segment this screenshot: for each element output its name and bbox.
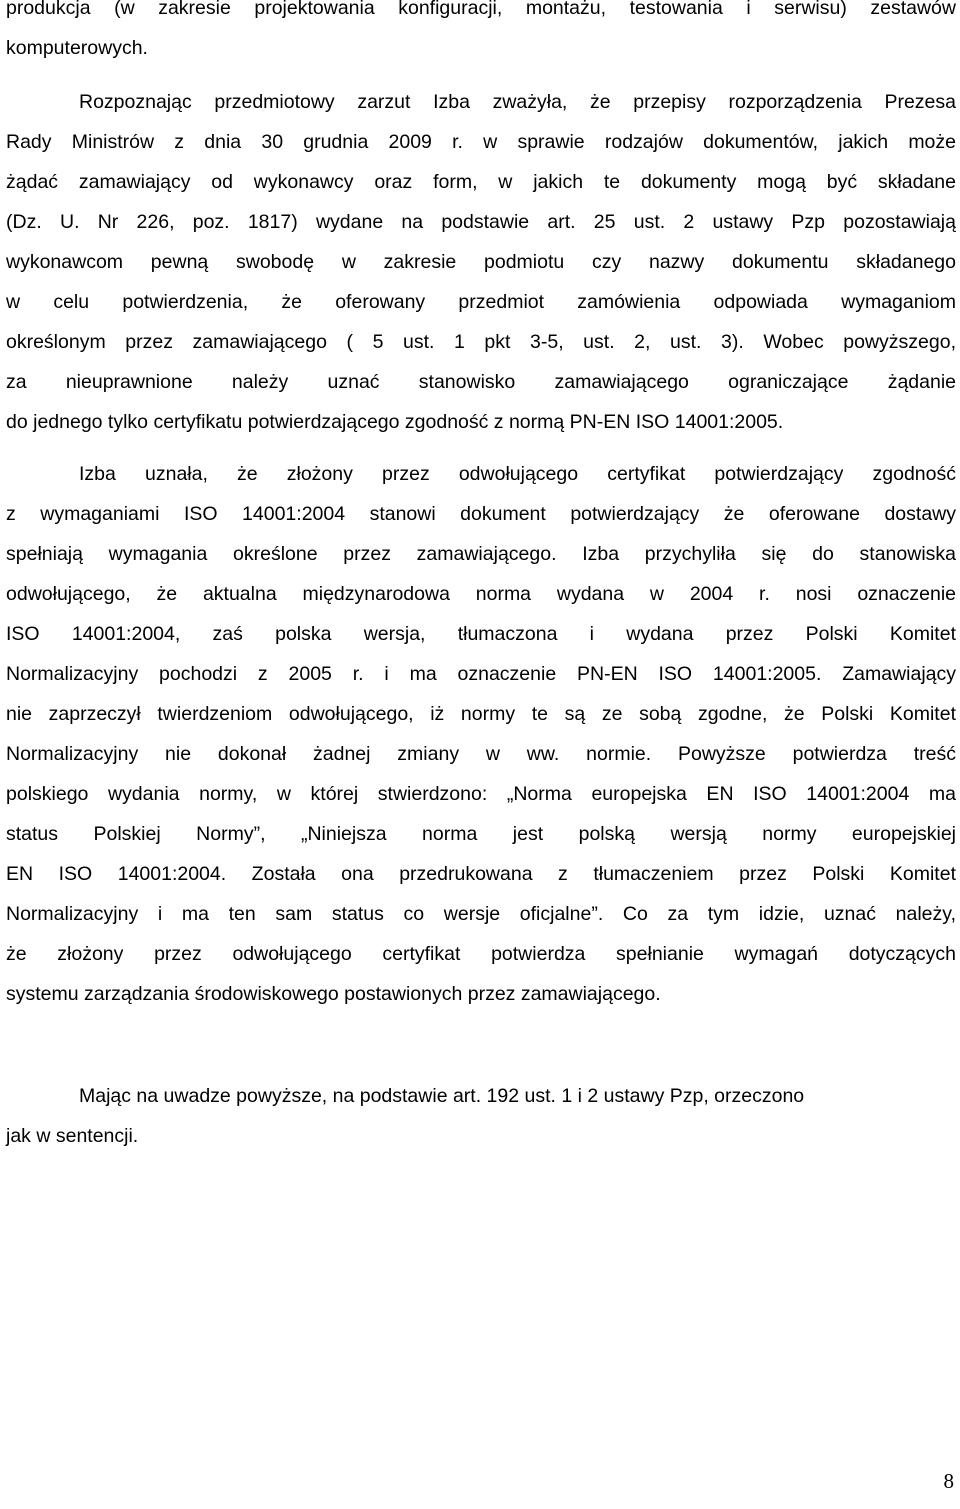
text-line: że złożony przez odwołującego certyfikat potwierdza spełnianie wymagań dotyczących: [6, 943, 956, 965]
text-line: Rady Ministrów z dnia 30 grudnia 2009 r. w sprawie rodzajów dokumentów, jakich może: [6, 131, 956, 153]
text-line: ISO 14001:2004, zaś polska wersja, tłumaczona i wydana przez Polski Komitet: [6, 623, 956, 645]
text-line: polskiego wydania normy, w której stwierdzono: „Norma europejska EN ISO 14001:2004 ma: [6, 783, 956, 805]
text-line: wykonawcom pewną swobodę w zakresie podmiotu czy nazwy dokumentu składanego: [6, 251, 956, 273]
text-line: za nieuprawnione należy uznać stanowisko zamawiającego ograniczające żądanie: [6, 371, 956, 393]
text-line: Normalizacyjny pochodzi z 2005 r. i ma oznaczenie PN-EN ISO 14001:2005. Zamawiający: [6, 663, 956, 685]
text-line: spełniają wymagania określone przez zamawiającego. Izba przychyliła się do stanowiska: [6, 543, 956, 565]
text-line: status Polskiej Normy”, „Niniejsza norma jest polską wersją normy europejskiej: [6, 823, 956, 845]
text-line: z wymaganiami ISO 14001:2004 stanowi dokument potwierdzający że oferowane dostawy: [6, 503, 956, 525]
text-line: systemu zarządzania środowiskowego postawionych przez zamawiającego.: [6, 983, 661, 1005]
text-line: nie zaprzeczył twierdzeniom odwołującego, iż normy te są ze sobą zgodne, że Polski Komitet: [6, 703, 956, 725]
text-line: Normalizacyjny i ma ten sam status co wersje oficjalne”. Co za tym idzie, uznać należy,: [6, 903, 956, 925]
text-line: produkcja (w zakresie projektowania konfiguracji, montażu, testowania i serwisu) zestawów: [6, 0, 956, 19]
text-line: do jednego tylko certyfikatu potwierdzającego zgodność z normą PN-EN ISO 14001:2005.: [6, 411, 784, 433]
text-line: Rozpoznając przedmiotowy zarzut Izba zważyła, że przepisy rozporządzenia Prezesa: [79, 91, 956, 113]
text-line: w celu potwierdzenia, że oferowany przedmiot zamówienia odpowiada wymaganiom: [6, 291, 956, 313]
text-line: komputerowych.: [6, 37, 148, 59]
text-line: Mając na uwadze powyższe, na podstawie art. 192 ust. 1 i 2 ustawy Pzp, orzeczono: [79, 1085, 805, 1107]
text-line: (Dz. U. Nr 226, poz. 1817) wydane na podstawie art. 25 ust. 2 ustawy Pzp pozostawiają: [6, 211, 956, 233]
text-line: określonym przez zamawiającego ( 5 ust. 1 pkt 3-5, ust. 2, ust. 3). Wobec powyższego,: [6, 331, 956, 353]
page-number: 8: [943, 1469, 954, 1493]
text-line: żądać zamawiający od wykonawcy oraz form, w jakich te dokumenty mogą być składane: [6, 171, 956, 193]
text-line: odwołującego, że aktualna międzynarodowa norma wydana w 2004 r. nosi oznaczenie: [6, 583, 956, 605]
text-line: Izba uznała, że złożony przez odwołującego certyfikat potwierdzający zgodność: [79, 463, 956, 485]
text-line: jak w sentencji.: [6, 1125, 139, 1147]
text-line: EN ISO 14001:2004. Została ona przedrukowana z tłumaczeniem przez Polski Komitet: [6, 863, 956, 885]
text-line: Normalizacyjny nie dokonał żadnej zmiany w ww. normie. Powyższe potwierdza treść: [6, 743, 956, 765]
